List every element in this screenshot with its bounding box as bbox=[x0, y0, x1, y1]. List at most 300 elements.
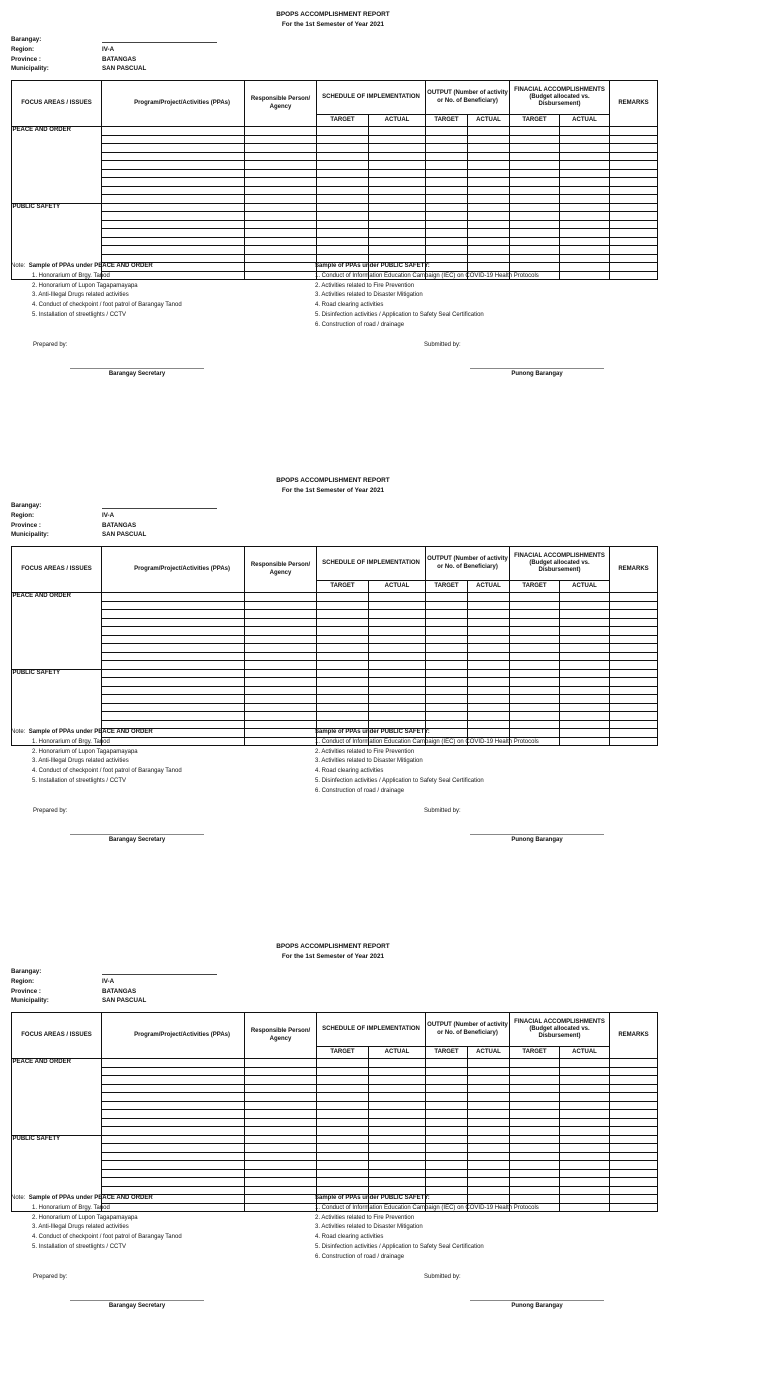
table-cell bbox=[610, 712, 658, 721]
signatory-barangay-secretary: Barangay Secretary bbox=[108, 1303, 166, 1309]
table-cell bbox=[426, 161, 468, 170]
table-cell bbox=[510, 178, 560, 187]
table-cell bbox=[468, 195, 510, 204]
table-cell bbox=[610, 135, 658, 144]
table-cell bbox=[560, 610, 610, 619]
safety-heading: Sample of PPAs under PUBLIC SAFETY: bbox=[315, 729, 430, 735]
table-cell bbox=[369, 195, 426, 204]
table-cell bbox=[369, 1059, 426, 1068]
table-cell bbox=[245, 1101, 317, 1110]
area-peace-and-order: PEACE AND ORDER bbox=[12, 1059, 102, 1136]
table-cell bbox=[102, 686, 245, 695]
table-row bbox=[12, 1076, 658, 1085]
peace-item: 5. Installation of streetlights / CCTV bbox=[32, 1243, 127, 1250]
table-cell bbox=[510, 1118, 560, 1127]
table-cell bbox=[560, 161, 610, 170]
table-cell bbox=[426, 195, 468, 204]
safety-item: 4. Road clearing activities bbox=[315, 768, 384, 775]
table-cell bbox=[610, 661, 658, 670]
table-cell bbox=[369, 644, 426, 653]
table-cell bbox=[560, 203, 610, 212]
notes-peace-and-order bbox=[11, 1194, 182, 1253]
table-cell bbox=[510, 1178, 560, 1187]
table-cell bbox=[317, 1101, 369, 1110]
table-row bbox=[12, 1144, 658, 1153]
table-cell bbox=[426, 644, 468, 653]
table-cell bbox=[369, 678, 426, 687]
table-cell bbox=[610, 601, 658, 610]
report-title: BPOPS ACCOMPLISHMENT REPORT bbox=[276, 477, 390, 484]
table-cell bbox=[610, 254, 658, 263]
table-cell bbox=[510, 627, 560, 636]
table-cell bbox=[102, 1169, 245, 1178]
table-cell bbox=[317, 686, 369, 695]
table-cell bbox=[468, 1067, 510, 1076]
table-cell bbox=[102, 627, 245, 636]
table-cell bbox=[468, 1178, 510, 1187]
table-cell bbox=[317, 703, 369, 712]
table-cell bbox=[468, 237, 510, 246]
table-cell bbox=[610, 1101, 658, 1110]
safety-item: 3. Activities related to Disaster Mitigation bbox=[315, 758, 423, 765]
peace-heading: Sample of PPAs under PEACE AND ORDER bbox=[28, 1195, 153, 1201]
table-cell bbox=[102, 712, 245, 721]
table-cell bbox=[468, 152, 510, 161]
table-cell bbox=[245, 661, 317, 670]
table-cell bbox=[610, 1059, 658, 1068]
table-cell bbox=[560, 1084, 610, 1093]
table-cell bbox=[102, 220, 245, 229]
table-cell bbox=[317, 169, 369, 178]
table-cell bbox=[245, 1076, 317, 1085]
table-cell bbox=[102, 618, 245, 627]
table-row bbox=[12, 212, 658, 221]
table-cell bbox=[369, 686, 426, 695]
table-cell bbox=[468, 178, 510, 187]
table-cell bbox=[468, 593, 510, 602]
table-cell bbox=[317, 1169, 369, 1178]
table-cell bbox=[369, 661, 426, 670]
table-cell bbox=[245, 627, 317, 636]
signatory-punong-barangay: Punong Barangay bbox=[511, 1303, 563, 1309]
table-cell bbox=[468, 161, 510, 170]
table-cell bbox=[426, 661, 468, 670]
table-cell bbox=[510, 229, 560, 238]
table-cell bbox=[560, 712, 610, 721]
report-subtitle: For the 1st Semester of Year 2021 bbox=[281, 952, 385, 960]
table-row bbox=[12, 161, 658, 170]
table-cell bbox=[610, 686, 658, 695]
area-public-safety: PUBLIC SAFETY bbox=[12, 669, 102, 746]
table-cell bbox=[610, 695, 658, 704]
safety-item: 1. Conduct of Information Education Campaign (IEC) on COVID-19 Health Protocols bbox=[315, 738, 539, 745]
table-cell bbox=[560, 237, 610, 246]
table-row bbox=[12, 203, 658, 212]
table-cell bbox=[245, 195, 317, 204]
safety-item: 5. Disinfection activities / Application to Safety Seal Certification bbox=[315, 1243, 484, 1250]
table-cell bbox=[317, 144, 369, 153]
table-cell bbox=[369, 618, 426, 627]
table-cell bbox=[610, 720, 658, 729]
table-cell bbox=[560, 1169, 610, 1178]
table-cell bbox=[369, 669, 426, 678]
table-cell bbox=[426, 635, 468, 644]
table-cell bbox=[510, 1084, 560, 1093]
table-cell bbox=[317, 1152, 369, 1161]
signature-line-left bbox=[70, 368, 204, 369]
table-row bbox=[12, 610, 658, 619]
table-cell bbox=[510, 695, 560, 704]
table-cell bbox=[468, 712, 510, 721]
table-cell bbox=[102, 152, 245, 161]
table-cell bbox=[510, 203, 560, 212]
table-cell bbox=[245, 593, 317, 602]
table-cell bbox=[245, 669, 317, 678]
table-cell bbox=[369, 237, 426, 246]
table-cell bbox=[245, 1186, 317, 1195]
table-cell bbox=[610, 127, 658, 136]
table-cell bbox=[369, 169, 426, 178]
table-cell bbox=[610, 237, 658, 246]
table-cell bbox=[245, 644, 317, 653]
table-cell bbox=[426, 1084, 468, 1093]
table-cell bbox=[369, 186, 426, 195]
table-row bbox=[12, 635, 658, 644]
header-ppas: Program/Project/Activities (PPAs) bbox=[102, 1013, 245, 1059]
table-cell bbox=[317, 1067, 369, 1076]
table-cell bbox=[102, 1135, 245, 1144]
table-cell bbox=[369, 1178, 426, 1187]
table-cell bbox=[510, 152, 560, 161]
table-cell bbox=[245, 237, 317, 246]
table-cell bbox=[560, 1152, 610, 1161]
subheader-target: TARGET bbox=[510, 115, 560, 127]
table-cell bbox=[426, 678, 468, 687]
subheader-target: TARGET bbox=[317, 581, 369, 593]
table-cell bbox=[560, 669, 610, 678]
table-cell bbox=[610, 635, 658, 644]
table-cell bbox=[426, 703, 468, 712]
table-cell bbox=[510, 635, 560, 644]
header-responsible: Responsible Person/ Agency bbox=[245, 547, 317, 593]
signatory-barangay-secretary: Barangay Secretary bbox=[108, 837, 166, 843]
table-cell bbox=[610, 644, 658, 653]
table-cell bbox=[245, 1059, 317, 1068]
table-cell bbox=[369, 212, 426, 221]
notes-public-safety bbox=[315, 262, 539, 331]
table-cell bbox=[510, 1127, 560, 1136]
notes-public-safety bbox=[315, 728, 539, 797]
safety-item: 4. Road clearing activities bbox=[315, 1234, 384, 1241]
table-cell bbox=[560, 1110, 610, 1119]
table-cell bbox=[369, 652, 426, 661]
table-cell bbox=[560, 186, 610, 195]
table-cell bbox=[560, 169, 610, 178]
table-cell bbox=[369, 635, 426, 644]
table-cell bbox=[426, 144, 468, 153]
header-financial: FINACIAL ACCOMPLISHMENTS (Budget allocated vs. Disbursement) bbox=[510, 1013, 610, 1047]
safety-item: 2. Activities related to Fire Prevention bbox=[315, 282, 415, 289]
table-cell bbox=[560, 135, 610, 144]
subheader-actual: ACTUAL bbox=[468, 115, 510, 127]
table-cell bbox=[560, 246, 610, 255]
info-value: BATANGAS bbox=[102, 521, 137, 529]
peace-item: 2. Honorarium of Lupon Tagapamayapa bbox=[32, 282, 138, 289]
table-cell bbox=[468, 203, 510, 212]
table-cell bbox=[317, 1178, 369, 1187]
table-cell bbox=[102, 1127, 245, 1136]
table-cell bbox=[369, 712, 426, 721]
table-row bbox=[12, 618, 658, 627]
table-cell bbox=[102, 212, 245, 221]
table-row bbox=[12, 195, 658, 204]
table-cell bbox=[560, 212, 610, 221]
table-cell bbox=[245, 263, 317, 272]
table-cell bbox=[468, 1076, 510, 1085]
table-cell bbox=[510, 186, 560, 195]
table-cell bbox=[317, 669, 369, 678]
table-cell bbox=[510, 610, 560, 619]
header-responsible: Responsible Person/ Agency bbox=[245, 81, 317, 127]
table-cell bbox=[510, 127, 560, 136]
table-cell bbox=[317, 601, 369, 610]
safety-item: 2. Activities related to Fire Prevention bbox=[315, 748, 415, 755]
table-cell bbox=[426, 169, 468, 178]
table-row bbox=[12, 1118, 658, 1127]
table-row bbox=[12, 686, 658, 695]
info-label: Region: bbox=[11, 977, 35, 985]
table-cell bbox=[610, 203, 658, 212]
table-cell bbox=[245, 127, 317, 136]
table-cell bbox=[317, 593, 369, 602]
info-label: Province : bbox=[11, 521, 41, 529]
table-cell bbox=[468, 1101, 510, 1110]
table-cell bbox=[102, 1067, 245, 1076]
table-cell bbox=[610, 1178, 658, 1187]
peace-item: 1. Honorarium of Brgy. Tanod bbox=[32, 272, 110, 279]
report-subtitle: For the 1st Semester of Year 2021 bbox=[281, 20, 385, 28]
table-cell bbox=[610, 1203, 658, 1212]
subheader-actual: ACTUAL bbox=[560, 1047, 610, 1059]
table-row bbox=[12, 178, 658, 187]
table-cell bbox=[102, 695, 245, 704]
header-focus-areas: FOCUS AREAS / ISSUES bbox=[12, 1013, 102, 1059]
table-cell bbox=[426, 1169, 468, 1178]
area-public-safety: PUBLIC SAFETY bbox=[12, 1135, 102, 1212]
header-focus-areas: FOCUS AREAS / ISSUES bbox=[12, 547, 102, 593]
table-cell bbox=[510, 1067, 560, 1076]
table-cell bbox=[468, 212, 510, 221]
subheader-actual: ACTUAL bbox=[560, 581, 610, 593]
table-cell bbox=[245, 635, 317, 644]
table-cell bbox=[102, 1093, 245, 1102]
table-cell bbox=[560, 737, 610, 746]
info-value: SAN PASCUAL bbox=[102, 531, 147, 539]
table-row bbox=[12, 678, 658, 687]
safety-item: 5. Disinfection activities / Application to Safety Seal Certification bbox=[315, 777, 484, 784]
table-cell bbox=[426, 618, 468, 627]
subheader-target: TARGET bbox=[426, 1047, 468, 1059]
info-value: IV-A bbox=[102, 977, 115, 985]
area-peace-and-order: PEACE AND ORDER bbox=[12, 593, 102, 670]
table-cell bbox=[426, 1161, 468, 1170]
table-cell bbox=[510, 601, 560, 610]
subheader-actual: ACTUAL bbox=[560, 115, 610, 127]
peace-heading: Sample of PPAs under PEACE AND ORDER bbox=[28, 729, 153, 735]
table-cell bbox=[610, 1110, 658, 1119]
table-cell bbox=[560, 229, 610, 238]
table-cell bbox=[510, 161, 560, 170]
table-cell bbox=[610, 186, 658, 195]
table-cell bbox=[102, 1118, 245, 1127]
peace-item: 2. Honorarium of Lupon Tagapamayapa bbox=[32, 748, 138, 755]
table-cell bbox=[369, 220, 426, 229]
header-output: OUTPUT (Number of activity or No. of Beneficiary) bbox=[426, 547, 510, 581]
table-cell bbox=[610, 1127, 658, 1136]
table-cell bbox=[468, 229, 510, 238]
table-cell bbox=[369, 1101, 426, 1110]
peace-item: 4. Conduct of checkpoint / foot patrol of Barangay Tanod bbox=[32, 302, 182, 309]
table-cell bbox=[560, 695, 610, 704]
table-cell bbox=[610, 678, 658, 687]
table-cell bbox=[510, 144, 560, 153]
table-cell bbox=[560, 152, 610, 161]
table-cell bbox=[560, 729, 610, 738]
header-ppas: Program/Project/Activities (PPAs) bbox=[102, 547, 245, 593]
table-cell bbox=[102, 635, 245, 644]
table-cell bbox=[426, 1093, 468, 1102]
accomplishment-report-2 bbox=[0, 466, 768, 932]
notes-peace-and-order bbox=[11, 262, 182, 321]
table-cell bbox=[560, 1101, 610, 1110]
table-cell bbox=[510, 1152, 560, 1161]
peace-item: 4. Conduct of checkpoint / foot patrol of Barangay Tanod bbox=[32, 768, 182, 775]
table-cell bbox=[560, 618, 610, 627]
table-cell bbox=[102, 1084, 245, 1093]
safety-item: 6. Construction of road / drainage bbox=[315, 1253, 405, 1260]
table-cell bbox=[468, 246, 510, 255]
table-cell bbox=[610, 246, 658, 255]
table-cell bbox=[317, 1144, 369, 1153]
table-cell bbox=[369, 178, 426, 187]
table-cell bbox=[245, 695, 317, 704]
safety-item: 4. Road clearing activities bbox=[315, 302, 384, 309]
table-cell bbox=[610, 1084, 658, 1093]
table-cell bbox=[468, 127, 510, 136]
subheader-target: TARGET bbox=[317, 115, 369, 127]
info-label: Province : bbox=[11, 987, 41, 995]
table-cell bbox=[610, 652, 658, 661]
header-remarks: REMARKS bbox=[610, 1013, 658, 1059]
table-cell bbox=[317, 644, 369, 653]
table-cell bbox=[317, 1059, 369, 1068]
table-cell bbox=[369, 1135, 426, 1144]
table-cell bbox=[610, 1135, 658, 1144]
safety-item: 5. Disinfection activities / Application to Safety Seal Certification bbox=[315, 311, 484, 318]
table-cell bbox=[426, 1144, 468, 1153]
table-row bbox=[12, 144, 658, 153]
table-cell bbox=[510, 661, 560, 670]
table-cell bbox=[102, 229, 245, 238]
table-cell bbox=[510, 712, 560, 721]
safety-heading: Sample of PPAs under PUBLIC SAFETY: bbox=[315, 263, 430, 269]
table-cell bbox=[245, 1135, 317, 1144]
table-cell bbox=[560, 635, 610, 644]
table-cell bbox=[560, 720, 610, 729]
table-cell bbox=[245, 729, 317, 738]
table-cell bbox=[610, 161, 658, 170]
info-value: IV-A bbox=[102, 511, 115, 519]
table-cell bbox=[102, 195, 245, 204]
note-label: Note: bbox=[11, 729, 26, 735]
table-cell bbox=[560, 1195, 610, 1204]
table-cell bbox=[426, 220, 468, 229]
table-cell bbox=[560, 661, 610, 670]
table-cell bbox=[510, 220, 560, 229]
table-cell bbox=[245, 186, 317, 195]
table-row bbox=[12, 669, 658, 678]
table-cell bbox=[610, 195, 658, 204]
safety-item: 2. Activities related to Fire Prevention bbox=[315, 1214, 415, 1221]
table-cell bbox=[369, 127, 426, 136]
safety-item: 3. Activities related to Disaster Mitigation bbox=[315, 292, 423, 299]
table-cell bbox=[369, 627, 426, 636]
table-row bbox=[12, 1178, 658, 1187]
table-cell bbox=[560, 1059, 610, 1068]
subheader-actual: ACTUAL bbox=[369, 581, 426, 593]
table-cell bbox=[560, 195, 610, 204]
accomplishment-report-1 bbox=[0, 0, 768, 466]
table-cell bbox=[426, 610, 468, 619]
table-cell bbox=[426, 669, 468, 678]
table-cell bbox=[610, 610, 658, 619]
table-cell bbox=[610, 627, 658, 636]
table-cell bbox=[245, 246, 317, 255]
table-cell bbox=[317, 661, 369, 670]
table-cell bbox=[510, 678, 560, 687]
submitted-by-label: Submitted by: bbox=[424, 808, 461, 814]
submitted-by-label: Submitted by: bbox=[424, 1274, 461, 1280]
table-cell bbox=[510, 212, 560, 221]
table-cell bbox=[102, 237, 245, 246]
table-cell bbox=[317, 1076, 369, 1085]
subheader-actual: ACTUAL bbox=[369, 1047, 426, 1059]
table-cell bbox=[468, 135, 510, 144]
safety-item: 1. Conduct of Information Education Campaign (IEC) on COVID-19 Health Protocols bbox=[315, 272, 539, 279]
table-cell bbox=[369, 1076, 426, 1085]
header-schedule: SCHEDULE OF IMPLEMENTATION bbox=[317, 1013, 426, 1047]
table-cell bbox=[426, 1135, 468, 1144]
table-cell bbox=[468, 1135, 510, 1144]
table-cell bbox=[369, 203, 426, 212]
table-cell bbox=[610, 1067, 658, 1076]
signature-line-right bbox=[470, 368, 604, 369]
table-cell bbox=[245, 220, 317, 229]
table-cell bbox=[317, 229, 369, 238]
table-row bbox=[12, 1101, 658, 1110]
table-cell bbox=[426, 695, 468, 704]
table-row bbox=[12, 1161, 658, 1170]
table-cell bbox=[426, 246, 468, 255]
table-cell bbox=[245, 737, 317, 746]
info-label: Region: bbox=[11, 511, 35, 519]
table-cell bbox=[610, 1144, 658, 1153]
notes-peace-and-order bbox=[11, 728, 182, 787]
table-cell bbox=[317, 152, 369, 161]
table-cell bbox=[245, 601, 317, 610]
info-label: Region: bbox=[11, 45, 35, 53]
barangay-blank-line bbox=[102, 501, 217, 513]
